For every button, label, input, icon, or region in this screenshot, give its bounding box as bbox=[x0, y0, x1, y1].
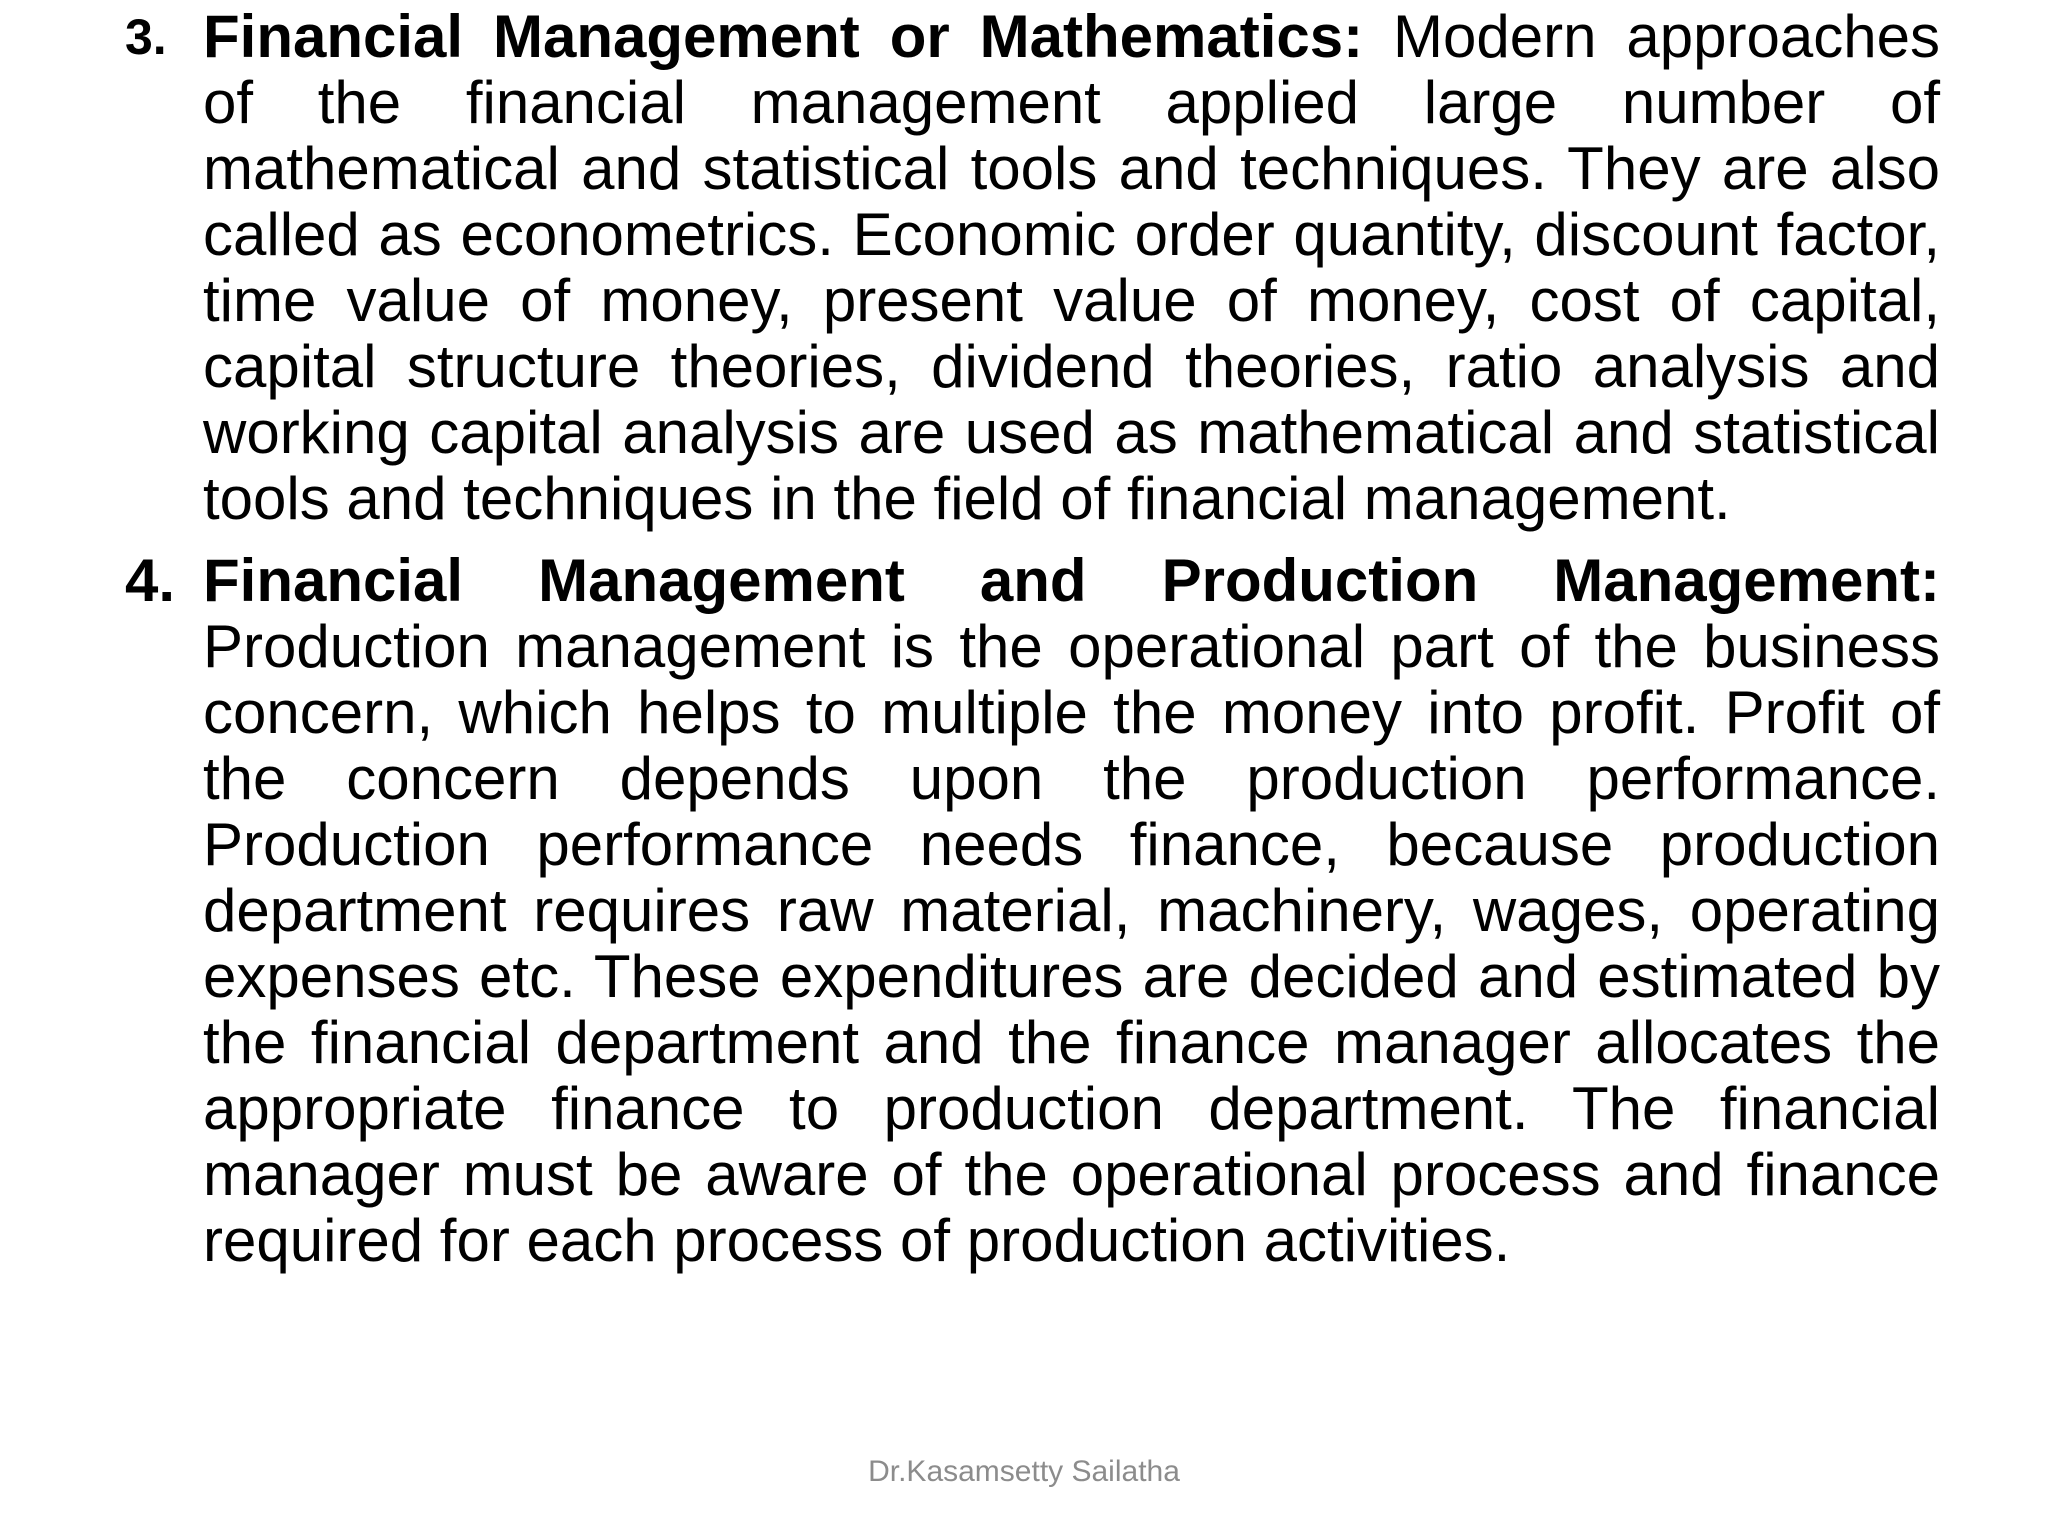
item-heading: Financial Management and Production Management: bbox=[203, 547, 1940, 614]
item-text: Production management is the operational part of the business concern, which helps to multiple the money into profit. Profit of the concern depends upon the production performance. Production performance needs finance, because production department requires raw material, machinery, wages, operating expenses etc. These expenditures are decided and estimated by the financial department and the finance manager allocates the appropriate finance to production department. The financial manager must be aware of the operational process and finance required for each process of production activities. bbox=[203, 613, 1940, 1274]
item-text: Modern approaches of the financial management applied large number of mathematical and statistical tools and techniques. They are also called as econometrics. Economic order quantity, discount factor, time value of money, present value of money, cost of capital, capital structure theories, dividend theories, ratio analysis and working capital analysis are used as mathematical and statistical tools and techniques in the field of financial management. bbox=[203, 3, 1940, 532]
list-item-4 bbox=[125, 548, 1940, 1274]
item-number: 4. bbox=[125, 547, 176, 614]
item-heading: Financial Management or Mathematics: bbox=[203, 3, 1364, 70]
slide-body bbox=[125, 4, 1940, 1274]
list-item-3 bbox=[125, 4, 1940, 532]
item-number: 3. bbox=[125, 9, 167, 65]
footer-author: Dr.Kasamsetty Sailatha bbox=[868, 1455, 1180, 1488]
